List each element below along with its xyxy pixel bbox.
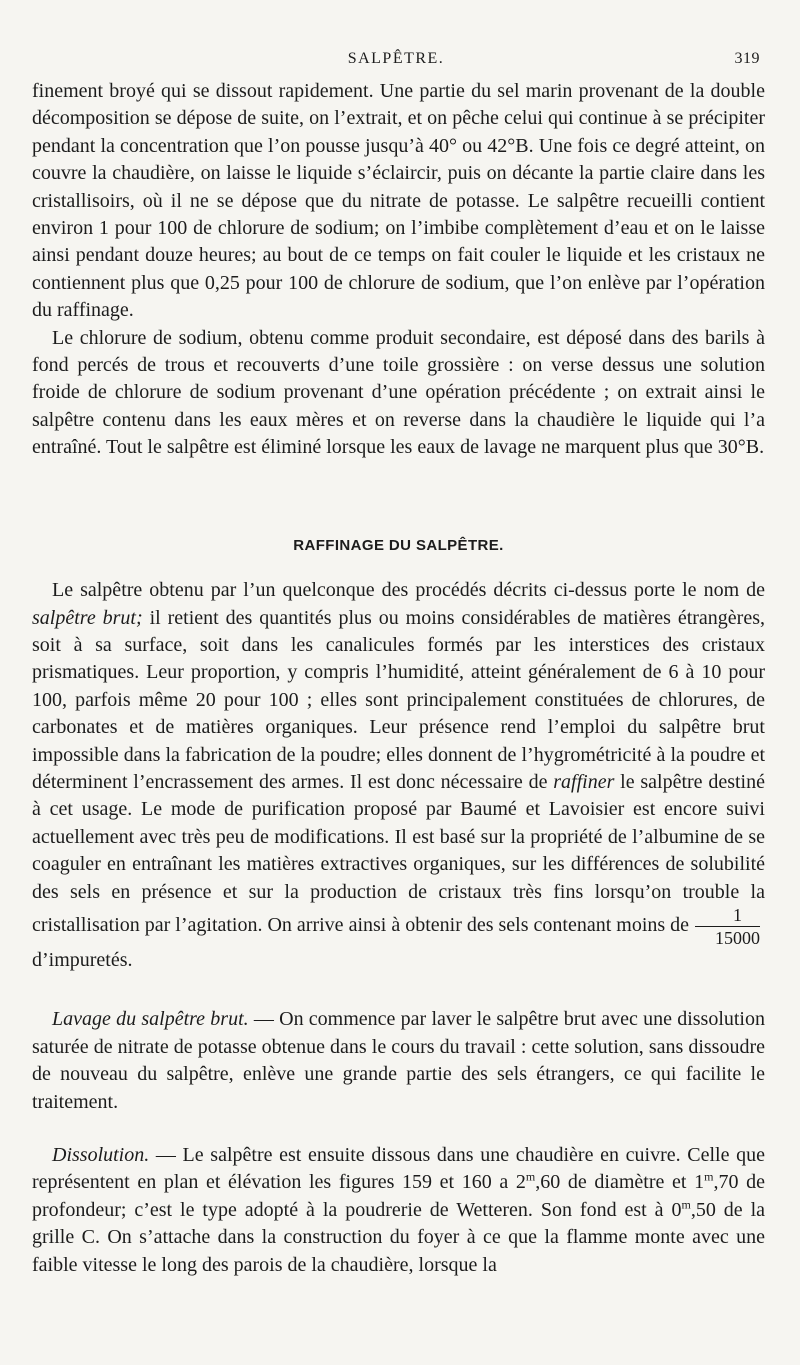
unit-meter-3: m [681, 1197, 691, 1212]
unit-meter-1: m [525, 1169, 536, 1184]
dissolution-title: Dissolution. [52, 1144, 150, 1166]
dissolution-text-b: ,60 de diamètre et 1 [535, 1171, 705, 1194]
paragraph-continued: finement broyé qui se dissout rapidement. Une partie du sel marin provenant de la double décomposition se dépose de suite, on l’extrait, et on pêche celui qui continue à se précipiter pendant la concentration que l’on pousse jusqu’à 40° ou 42°B. Une fois ce degré atteint, on couvre la chaudière, on laisse le liquide s’éclaircir, puis on décante la partie claire dans les cristallisoirs, où il ne se dépose que du nitrate de potasse. Le salpêtre recueilli contient environ 1 pour 100 de chlorure de sodium; on l’imbibe complètement d’eau et on le laisse ainsi pendant douze heures; au bout de ce temps on fait couler le liquide et les cristaux ne contiennent plus que 0,25 pour 100 de chlorure de sodium, que l’on enlève par l’opération du raffinage. [32, 80, 765, 322]
section-heading: RAFFINAGE DU SALPÊTRE. [293, 536, 504, 554]
paragraph-raffinage [32, 577, 765, 947]
paragraph-impuretes: d’impuretés. [32, 948, 133, 971]
fraction-numerator: 1 [695, 906, 760, 927]
dissolution-text-c: ,70 de profondeur; c’est le type adopté à la poudrerie de Wetteren. Son fond est à 0 [32, 1171, 765, 1221]
body-text [32, 78, 765, 1279]
lavage-title: Lavage du salpêtre brut. [52, 1008, 249, 1031]
lavage-text: — On commence par laver le salpêtre brut avec une dissolution saturée de nitrate de potasse obtenue dans le cours du travail : cette solution, sans dissoudre de nouveau du salpêtre, enlève une grande partie des sels étrangers, ce qui facilite le traitement. [32, 1008, 765, 1113]
paragraph-chlorure: Le chlorure de sodium, obtenu comme produit secondaire, est déposé dans des barils à fond percés de trous et recouverts d’une toile grossière : on verse dessus une solution froide de chlorure de sodium provenant d’une opération précédente ; on extrait ainsi le salpêtre contenu dans les eaux mères et on reverse dans la chaudière le liquide qui l’a entraîné. Tout le salpêtre est éliminé lorsque les eaux de lavage ne marquent plus que 30°B. [32, 326, 765, 459]
fraction [695, 906, 760, 947]
raffinage-text-b: il retient des quantités plus ou moins considérables de matières étrangères, soit à sa surface, soit dans les canalicules formés par les interstices des cristaux prismatiques. Leur proportion, y compris l’humidité, atteint généralement de 6 à 10 pour 100, parfois même 20 pour 100 ; elles sont principalement constituées de chlorures, de carbonates et de matières organiques. Leur présence rend l’emploi du salpêtre brut impossible dans la fabrication de la poudre; elles donnent de l’hygrométricité à la poudre et déterminent l’encrassement des armes. Il est donc nécessaire de [32, 606, 765, 793]
raffinage-text-a: Le salpêtre obtenu par l’un quelconque des procédés décrits ci-dessus porte le nom de [52, 579, 765, 602]
raffinage-emphasis-brut: salpêtre brut; [32, 606, 143, 629]
page-number: 319 [734, 50, 760, 67]
running-head [32, 50, 760, 74]
dissolution-text-a: — Le salpêtre est ensuite dissous dans une chaudière en cuivre. Celle que représentent en plan et élévation les figures 159 et 160 a 2 [32, 1144, 765, 1194]
dissolution-text-d: ,50 de la grille C. On s’attache dans la construction du foyer à ce que la flamme monte avec une faible vitesse le long des parois de la chaudière, lorsque la [32, 1198, 766, 1276]
running-title: SALPÊTRE. [347, 50, 445, 67]
raffinage-emphasis-raffiner: raffiner [553, 770, 615, 793]
fraction-denominator: 15000 [715, 927, 761, 948]
paragraph-lavage [32, 1006, 765, 1116]
unit-meter-2: m [704, 1169, 714, 1184]
raffinage-text-c: le salpêtre destiné à cet usage. Le mode de purification proposé par Baumé et Lavoisier est encore suivi actuellement avec très peu de modifications. Il est basé sur la propriété de l’albumine de se coaguler en entraînant les matières extractives organiques, sur les différences de solubilité des sels en présence et sur la production de cristaux très fins lorsqu’on trouble la cristallisation par l’agitation. On arrive ainsi à obtenir des sels contenant moins de [32, 770, 765, 937]
paragraph-dissolution [32, 1142, 765, 1279]
